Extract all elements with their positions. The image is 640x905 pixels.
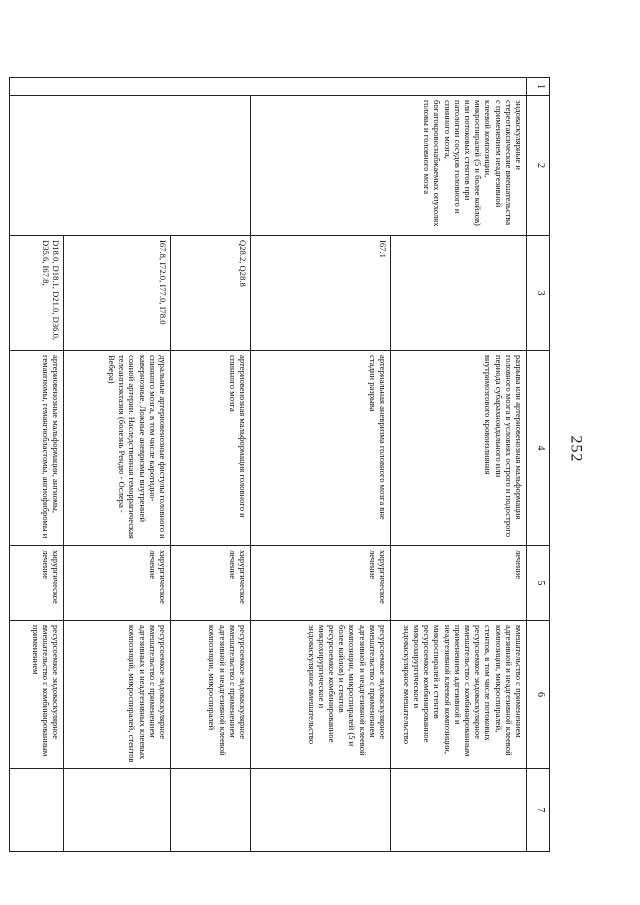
empty-cell	[391, 769, 527, 852]
table-row	[171, 78, 251, 852]
empty-cell	[251, 769, 391, 852]
page-number: 252	[567, 435, 585, 463]
header-cell: 3	[527, 236, 550, 351]
diagnosis-cell: артериовенозная мальформация головного и спинного мозга	[171, 351, 251, 546]
method-cell: вмешательство с применением адгезивной и неадгезивной клеевой композиции, микроспиралей, стентов, в том числе потоковых ресурсоемкое эндоваскулярное вмешательство с комбинированным применением адгезивной и неадгезивной клеевой композиции, микроспиралей и стентов ресурсоемкое комбинированное микрохирургическое и эндоваскулярное вмешательство	[391, 621, 527, 769]
treatment-cell: хирургическое лечение	[251, 546, 391, 621]
treatment-cell: хирургическое лечение	[171, 546, 251, 621]
diagnosis-cell: артериальная аневризма головного мозга вне стадии разрыва	[251, 351, 391, 546]
header-cell: 4	[527, 351, 550, 546]
empty-cell	[171, 769, 251, 852]
empty-cell	[10, 96, 251, 236]
code-cell: I67.8, I72.0, I77.0, I78.0	[64, 236, 171, 351]
group-cell: эндоваскулярные и стереотаксические вмешательства с применением неадгезивной клеевой композиции, микроспиралей (5 и более койлов) или потоковых стентов при патологии сосудов головного и спинного мозга, богатокровоснабжаемых опухолях головы и головного мозга	[251, 96, 527, 236]
diagnosis-cell: дуральные артериовенозные фистулы головного и спинного мозга, в том числе каротидно-кавернозные. Ложные аневризмы внутренней сонной артерии. Наследственная геморрагическая телеангиэктазия (болезнь Рендю - Ослера - Вебера)	[64, 351, 171, 546]
number-cell	[10, 78, 527, 96]
treatment-cell: хирургическое лечение	[10, 546, 64, 621]
empty-cell	[10, 769, 64, 852]
procedures-table	[9, 77, 550, 852]
code-cell: D18.0, D18.1, D21.0, D36.0, D35.6, I67.8,	[10, 236, 64, 351]
code-cell	[391, 236, 527, 351]
table-row	[391, 78, 527, 852]
header-row	[527, 78, 550, 852]
method-cell: ресурсоемкое эндоваскулярное вмешательство с применением адгезивной и неадгезивной клеевой композиции, микроспиралей (5 и более койлов) и стентов ресурсоемкое комбинированное микрохирургическое и эндоваскулярное вмешательство	[251, 621, 391, 769]
empty-cell	[64, 769, 171, 852]
diagnosis-cell: разрыва или артериовенозная мальформация головного мозга в условиях острого и подострого периода субарахноидального или внутримозгового кровоизлияния	[391, 351, 527, 546]
header-cell: 2	[527, 96, 550, 236]
diagnosis-cell: артериовенозные мальформации, ангиомы, гемангиомы, гемангиобластомы, ангиофибромы и	[10, 351, 64, 546]
treatment-cell: лечение	[391, 546, 527, 621]
header-cell: 5	[527, 546, 550, 621]
method-cell: ресурсоемкое эндоваскулярное вмешательство с применением адгезивных и неадгезивных клеевых композиций, микроспиралей, стентов	[64, 621, 171, 769]
header-cell: 1	[527, 78, 550, 96]
method-cell: ресурсоемкое эндоваскулярное вмешательство с комбинированным применением	[10, 621, 64, 769]
header-cell: 7	[527, 769, 550, 852]
header-cell: 6	[527, 621, 550, 769]
method-cell: ресурсоемкое эндоваскулярное вмешательство с применением адгезивной и неадгезивной клеевой композиции, микроспиралей	[171, 621, 251, 769]
treatment-cell: хирургическое лечение	[64, 546, 171, 621]
code-cell: Q28.2, Q28.8	[171, 236, 251, 351]
code-cell: I67.1	[251, 236, 391, 351]
